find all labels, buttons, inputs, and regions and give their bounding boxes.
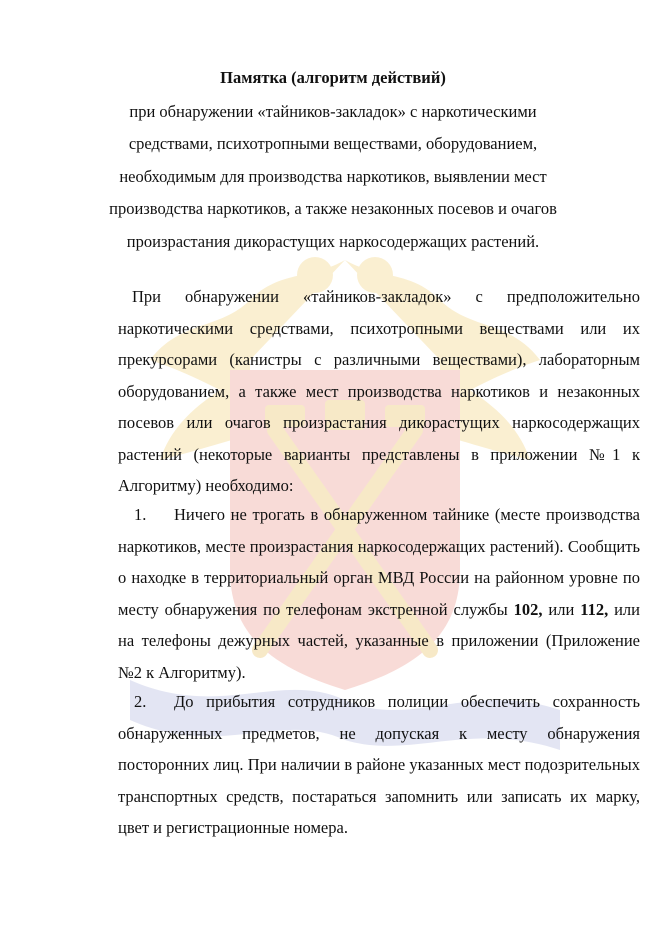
list-item (118, 686, 640, 844)
list-item-number: 1. (134, 505, 147, 524)
page-subtitle: при обнаружении «тайников-закладок» с наркотическими средствами, психотропными веществами, оборудованием, необходимым для производства наркотиков, выявлении мест производства наркотиков, а также незаконных посевов и очагов произрастания дикорастущих наркосодержащих растений. (109, 102, 557, 251)
page-title: Памятка (алгоритм действий) (220, 68, 446, 87)
list-item (118, 499, 640, 688)
emergency-phone-102: 102, (513, 599, 543, 619)
list-item-text-end: или на телефоны дежурных частей, указанные в приложении (Приложение №2 к Алгоритму). (118, 599, 640, 682)
list-item-number: 2. (134, 692, 147, 711)
list-item-text-connector: или (542, 599, 581, 619)
emergency-phone-112: 112, (580, 599, 609, 619)
intro-paragraph: При обнаружении «тайников-закладок» с предположительно наркотическими средствами, психотропными веществами или их прекурсорами (канистры с различными веществами), лабораторным оборудованием, а также мест производства наркотиков и незаконных посевов или очагов произрастания дикорастущих наркосодержащих растений (некоторые варианты представлены в приложении №1 к Алгоритму) необходимо: (118, 287, 640, 495)
list-item-text: До прибытия сотрудников полиции обеспечить сохранность обнаруженных предметов, не допуская к месту обнаружения посторонних лиц. При наличии в районе указанных мест подозрительных транспортных средств, постараться запомнить или записать их марку, цвет и регистрационные номера. (118, 692, 640, 837)
list-item-text: Ничего не трогать в обнаруженном тайнике (месте производства наркотиков, месте произрастания наркосодержащих растений). Сообщить о находке в территориальный орган МВД России на районном уровне по месту обнаружения по телефонам экстренной службы (118, 505, 640, 619)
